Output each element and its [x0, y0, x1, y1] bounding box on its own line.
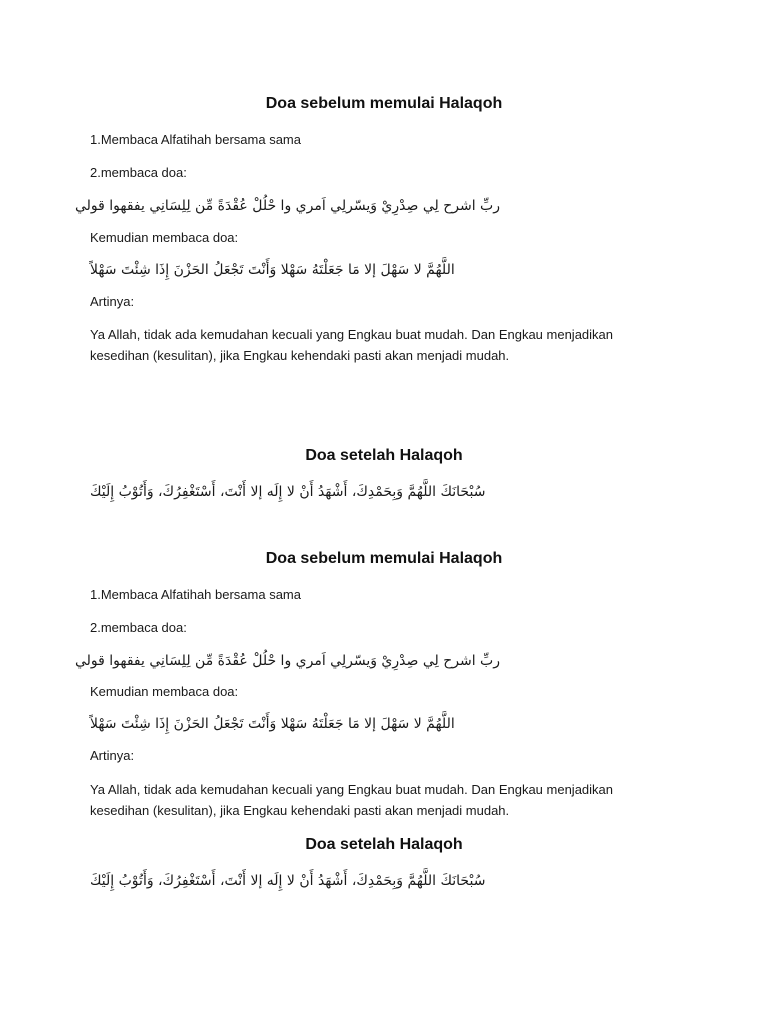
then-recite-label: Kemudian membaca doa: [90, 230, 239, 245]
arabic-prayer-closing: سُبْحَانَكَ اللَّهُمَّ وَبِحَمْدِكَ، أَشْهَدُ أَنْ لا إِلَه إلا أَنْتَ، أَسْتَغْفِرُكَ، وَأَتُوْبُ إِلَيْكَ [90, 873, 486, 889]
section-title: Doa setelah Halaqoh [305, 836, 463, 853]
meaning-paragraph: Ya Allah, tidak ada kemudahan kecuali yang Engkau buat mudah. Dan Engkau menjadikan kesedihan (kesulitan), jika Engkau kehendaki pasti akan menjadi mudah. [90, 327, 614, 363]
step-1-text: 1.Membaca Alfatihah bersama sama [90, 587, 301, 602]
then-recite-label: Kemudian membaca doa: [90, 684, 239, 699]
section-title: Doa sebelum memulai Halaqoh [265, 550, 503, 567]
meaning-label: Artinya: [90, 748, 135, 763]
step-2-text: 2.membaca doa: [90, 620, 187, 635]
arabic-prayer-opening: ربِّ اشرح لِي صِدْرِيْ وَيسّرلِي اَمري وا حْلُلْ عُقْدَةً مِّن لِلِسَانِي يفقهوا قولي [74, 653, 500, 669]
section-title: Doa sebelum memulai Halaqoh [265, 95, 503, 112]
meaning-label: Artinya: [90, 294, 135, 309]
section-title: Doa setelah Halaqoh [305, 447, 463, 464]
arabic-prayer-ease: اللَّهُمَّ لا سَهْلَ إلا مَا جَعَلْتَهُ سَهْلا وَأَنْتَ تَجْعَلُ الحَزْنَ إِذَا شِئْتَ سَهْلاً [90, 716, 455, 732]
meaning-paragraph: Ya Allah, tidak ada kemudahan kecuali yang Engkau buat mudah. Dan Engkau menjadikan kesedihan (kesulitan), jika Engkau kehendaki pasti akan menjadi mudah. [90, 782, 614, 818]
step-2-text: 2.membaca doa: [90, 165, 187, 180]
arabic-prayer-ease: اللَّهُمَّ لا سَهْلَ إلا مَا جَعَلْتَهُ سَهْلا وَأَنْتَ تَجْعَلُ الحَزْنَ إِذَا شِئْتَ سَهْلاً [90, 262, 455, 278]
arabic-prayer-opening: ربِّ اشرح لِي صِدْرِيْ وَيسّرلِي اَمري وا حْلُلْ عُقْدَةً مِّن لِلِسَانِي يفقهوا قولي [74, 198, 500, 214]
step-1-text: 1.Membaca Alfatihah bersama sama [90, 132, 301, 147]
arabic-prayer-closing: سُبْحَانَكَ اللَّهُمَّ وَبِحَمْدِكَ، أَشْهَدُ أَنْ لا إِلَه إلا أَنْتَ، أَسْتَغْفِرُكَ، وَأَتُوْبُ إِلَيْكَ [90, 484, 486, 500]
